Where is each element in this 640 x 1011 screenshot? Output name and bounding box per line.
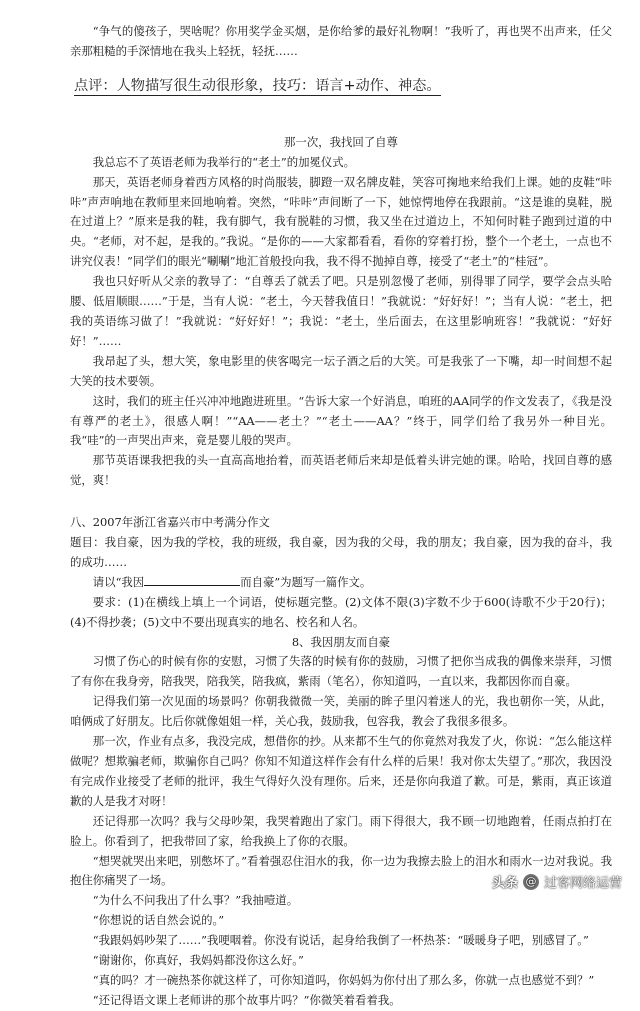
story-paragraph: 我也只好听从父亲的教导了：“自尊丢了就丢了吧。只是别忽慢了老师，别得罪了同学，要学会点头哈腰、低眉顺眼……”于是，当有人说：“老土，今天替我值日！”我就说：“好好好！”；当有人说：“老土，把我的英语练习做了！”我就说：“好好好！”；我说：“老土，坐后面去，在这里影响班容！”我就说：“好好好！”…… xyxy=(70,274,612,348)
story-paragraph: 这时，我们的班主任兴冲冲地跑进班里。“告诉大家一个好消息，咱班的AA同学的作文发表了，《我是没有尊严的老土》，很感人啊！”“AA——老土？”“老土——AA？”终于，同学们给了我另外一种目光。我“哇”的一声哭出声来，竟是婴儿般的哭声。 xyxy=(70,393,612,448)
story-paragraph: 我总忘不了英语老师为我举行的“老土”的加冕仪式。 xyxy=(92,154,356,169)
title-blank xyxy=(144,573,240,586)
essay-paragraph: “想哭就哭出来吧，别憋坏了。”看着强忍住泪水的我，你一边为我擦去脸上的泪水和雨水一边对我说。我抱住你痛哭了一场。 xyxy=(70,853,612,888)
essay-paragraph: “我跟妈妈吵架了……”我哽咽着。你没有说话，起身给我倒了一杯热茶：“暖暖身子吧，别感冒了。” xyxy=(92,933,589,948)
essay-paragraph: “还记得语文课上老师讲的那个故事片吗？”你微笑着看着我。 xyxy=(92,992,401,1007)
comment-text: 点评：人物描写很生动很形象，技巧：语言+动作、神态。 xyxy=(74,77,441,94)
essay-paragraph: “真的吗？才一碗热茶你就这样了，可你知道吗，你妈妈为你付出了那么多，你就一点也感觉不到？” xyxy=(92,972,595,987)
essay-paragraph: 习惯了伤心的时候有你的安慰，习惯了失落的时候有你的鼓励，习惯了把你当成我的偶像来崇拜，习惯了有你在我身旁，陪我哭，陪我笑，陪我疯，紫雨（笔名），你知道吗，一直以来，我都因你而自豪。 xyxy=(70,654,612,689)
essay-paragraph: “为什么不问我出了什么事？”我抽噎道。 xyxy=(92,893,299,908)
exam-heading: 八、2007年浙江省嘉兴市中考满分作文 xyxy=(70,515,270,530)
at-icon: @ xyxy=(523,874,539,890)
essay-title: 8、我因朋友而自豪 xyxy=(291,634,391,649)
exam-requirements: 要求：(1)在横线上填上一个词语，使标题完整。(2)文体不限(3)字数不少于600(诗歌不少于20行)；(4)不得抄袭；(5)文中不要出现真实的地名、校名和人名。 xyxy=(70,594,612,629)
essay-paragraph: “谢谢你，你真好，我妈妈都没你这么好。” xyxy=(92,953,304,968)
source-watermark xyxy=(492,872,622,891)
essay-paragraph: 还记得那一次吗？我与父母吵架，我哭着跑出了家门。雨下得很大，我不顾一切地跑着，任雨点拍打在脸上。你看到了，把我带回了家，给我换上了你的衣服。 xyxy=(70,813,612,848)
story-title: 那一次，我找回了自尊 xyxy=(284,134,398,149)
watermark-account: 过客网络运营 xyxy=(543,876,622,891)
essay-paragraph: “你想说的话自然会说的。” xyxy=(92,913,225,928)
comment-line xyxy=(74,76,612,96)
story-paragraph: 那节英语课我把我的头一直高高地抬着，而英语老师后来却是低着头讲完她的课。哈哈，找回自尊的感觉，爽！ xyxy=(70,453,612,488)
story-paragraph: 那天，英语老师身着西方风格的时尚服装，脚蹬一双名牌皮鞋，笑容可掬地来给我们上课。她的皮鞋“咔咔”声声响地在教师里来回地响着。突然，“咔咔”声间断了一下，她惊愕地停在我跟前。“这是谁的臭鞋，脱在过道上？”原来是我的鞋，我有脚气，我有脱鞋的习惯，我又坐在过道边上，不知何时鞋子跑到过道的中央。“老师，对不起，是我的。”我说。“是你的——大家都看看，看你的穿着打扮，整个一个老土，一点也不讲究仪表！”同学们的眼光“唰唰”地汇首般投向我，我不得不抛掉自尊，接受了“老土”的“桂冠”。 xyxy=(70,174,612,269)
watermark-platform: 头条 xyxy=(491,876,518,891)
intro-paragraph: “争气的傻孩子，哭啥呢？你用奖学金买烟，是你给爹的最好礼物啊！”我听了，再也哭不出声来，任父亲那粗糙的手深情地在我头上轻抚，轻抚…… xyxy=(70,24,612,58)
story-paragraph: 我昂起了头，想大笑，象电影里的侠客喝完一坛子酒之后的大笑。可是我张了一下嘴，却一时间想不起大笑的技术要领。 xyxy=(70,353,612,388)
document-page xyxy=(70,22,612,1011)
essay-paragraph: 记得我们第一次见面的场景吗？你朝我微微一笑，美丽的眸子里闪着迷人的光，我也朝你一笑，从此，咱俩成了好朋友。比后你就像姐姐一样，关心我，鼓励我，包容我，教会了我很多很多。 xyxy=(70,694,612,729)
instruction-before: 请以“我因 xyxy=(92,574,145,589)
instruction-after: 而自豪”为题写一篇作文。 xyxy=(240,574,372,589)
exam-instruction xyxy=(70,573,612,593)
essay-paragraph: 那一次，作业有点多，我没完成，想借你的抄。从来都不生气的你竟然对我发了火，你说：“怎么能这样做呢？想欺骗老师，欺骗你自己吗？你知不知道这样作会有什么样的后果！我对你太失望了。”那次，我因没有完成作业接受了老师的批评，我生气得好久没有理你。后来，还是你向我道了歉。可是，紫雨，真正该道歉的人是我才对呀！ xyxy=(70,734,612,808)
exam-prompt: 题目：我自豪，因为我的学校，我的班级，我自豪，因为我的父母，我的朋友；我自豪，因为我的奋斗，我的成功…… xyxy=(70,535,612,569)
